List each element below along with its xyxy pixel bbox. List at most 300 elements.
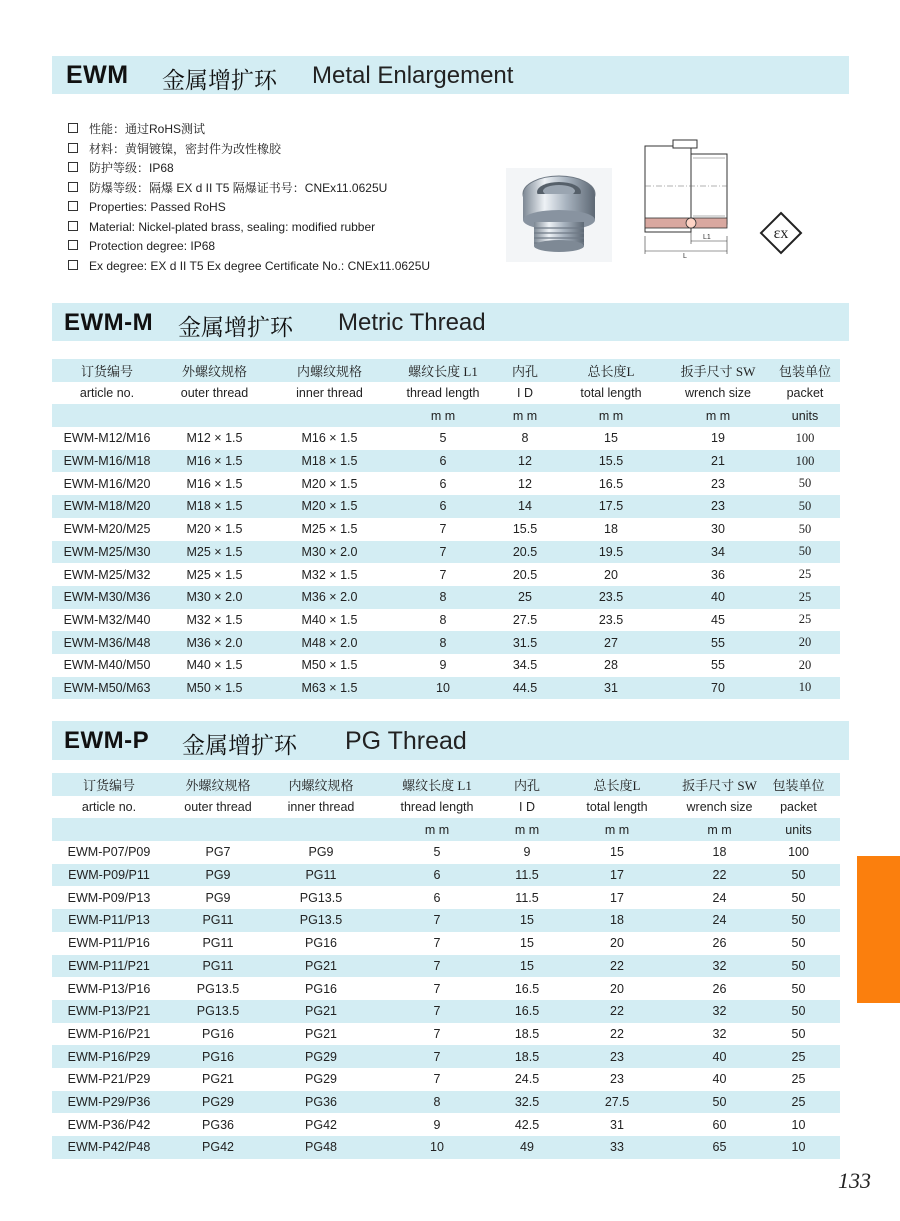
table-row (52, 1000, 840, 1023)
table-cell: 31 (556, 677, 666, 700)
table-row (52, 427, 840, 450)
section-header-ewm-p (52, 721, 849, 760)
header-row-cn (52, 773, 840, 796)
table-cell: 49 (502, 1136, 552, 1159)
section-title-en: PG Thread (345, 727, 467, 755)
table-cell: PG16 (305, 981, 337, 996)
table-cell: 28 (604, 658, 618, 673)
property-item: Material: Nickel-plated brass, sealing: modified rubber (68, 218, 430, 238)
table-row (52, 563, 840, 586)
table-cell: PG11 (166, 955, 270, 978)
table-cell: EWM-P42/P48 (52, 1136, 166, 1159)
pg-thread-table (52, 773, 840, 1159)
table-cell: 55 (711, 658, 725, 673)
header-cell: 内螺纹规格 (270, 773, 372, 796)
checkbox-icon (68, 240, 78, 250)
header-cell: m m (682, 818, 757, 841)
header-cell: 总长度L (556, 359, 666, 382)
table-cell: 24 (682, 909, 757, 932)
header-cell: m m (392, 404, 494, 427)
table-cell: 32 (682, 955, 757, 978)
table-cell: 33 (552, 1136, 682, 1159)
table-cell: 20 (798, 657, 812, 672)
table-cell: M36 × 2.0 (162, 631, 267, 654)
table-row (52, 932, 840, 955)
table-cell: 16.5 (598, 476, 624, 491)
table-cell: PG13.5 (166, 1000, 270, 1023)
table-cell: 8 (392, 586, 494, 609)
table-cell: 7 (372, 955, 502, 978)
table-cell: PG13.5 (270, 909, 372, 932)
table-cell: PG16 (166, 1045, 270, 1068)
table-cell: 7 (433, 981, 441, 996)
table-cell: 8 (521, 431, 529, 446)
section-code: EWM (66, 61, 129, 89)
table-cell: EWM-P21/P29 (67, 1072, 151, 1087)
table-row (52, 450, 840, 473)
table-cell: EWM-M50/M63 (52, 677, 162, 700)
header-cell: 包装单位 (757, 773, 840, 796)
table-cell: EWM-M12/M16 (63, 431, 151, 446)
header-cell: 螺纹长度 L1 (372, 773, 502, 796)
checkbox-icon (68, 143, 78, 153)
table-cell: 32.5 (502, 1091, 552, 1114)
ex-mark-text: εx (773, 225, 789, 242)
table-cell: PG11 (166, 909, 270, 932)
table-cell: 22 (552, 1000, 682, 1023)
table-row (52, 955, 840, 978)
header-cell (52, 404, 162, 427)
table-cell: M25 × 1.5 (301, 522, 358, 537)
table-cell: EWM-P29/P36 (52, 1091, 166, 1114)
table-cell: 6 (439, 476, 447, 491)
table-cell: PG29 (166, 1091, 270, 1114)
table-row (52, 864, 840, 887)
table-row (52, 1045, 840, 1068)
table-cell: 31 (610, 1117, 624, 1132)
section-title-en: Metal Enlargement (312, 62, 514, 89)
header-cell: units (770, 404, 840, 427)
table-row (52, 495, 840, 518)
checkbox-icon (68, 260, 78, 270)
table-cell: 32 (712, 1026, 727, 1041)
table-cell: 6 (392, 495, 494, 518)
header-cell: outer thread (184, 800, 252, 815)
table-cell: PG29 (270, 1045, 372, 1068)
table-cell: 10 (372, 1136, 502, 1159)
table-cell: 22 (610, 1026, 624, 1041)
table-cell: 15 (502, 955, 552, 978)
table-cell: 15 (604, 431, 618, 446)
table-cell: 10 (791, 1117, 806, 1132)
header-row-units (52, 404, 840, 427)
table-cell: 11.5 (502, 864, 552, 887)
table-cell: 18 (712, 845, 727, 860)
table-cell: EWM-P11/P13 (52, 909, 166, 932)
table-cell: 50 (791, 890, 806, 905)
table-cell: PG42 (305, 1117, 337, 1132)
header-row-cn (52, 359, 840, 382)
header-cell: inner thread (287, 800, 355, 815)
table-cell: 30 (711, 522, 725, 537)
table-cell: 50 (791, 936, 806, 951)
table-cell: M12 × 1.5 (186, 431, 243, 446)
table-cell: 40 (712, 1072, 727, 1087)
technical-drawing (635, 136, 765, 260)
table-cell: 34.5 (512, 658, 538, 673)
header-cell: m m (372, 818, 502, 841)
table-cell: 7 (433, 1026, 441, 1041)
table-cell: 25 (791, 1072, 806, 1087)
table-cell: 50 (682, 1091, 757, 1114)
table-cell: EWM-M16/M18 (52, 450, 162, 473)
header-cell (270, 818, 372, 841)
table-cell: M50 × 1.5 (162, 677, 267, 700)
table-cell: 32 (682, 1000, 757, 1023)
table-cell: PG36 (270, 1091, 372, 1114)
header-cell: I D (519, 800, 535, 815)
table-cell: M20 × 1.5 (186, 522, 243, 537)
table-cell: EWM-P16/P29 (52, 1045, 166, 1068)
table-cell: 50 (791, 981, 806, 996)
header-cell: wrench size (685, 386, 751, 401)
table-cell: 42.5 (514, 1117, 540, 1132)
table-row (52, 841, 840, 864)
table-cell: PG42 (166, 1136, 270, 1159)
header-cell: 内螺纹规格 (267, 359, 392, 382)
header-cell (267, 404, 392, 427)
header-cell: total length (586, 800, 648, 815)
table-cell: 7 (372, 1045, 502, 1068)
header-row-en (52, 796, 840, 819)
table-cell: 23 (552, 1045, 682, 1068)
table-cell: M16 × 1.5 (301, 431, 358, 446)
table-cell: EWM-P13/P21 (52, 1000, 166, 1023)
section-code: EWM-M (64, 309, 154, 336)
table-cell: 5 (439, 431, 447, 446)
table-cell: 24.5 (514, 1072, 540, 1087)
header-cell: 外螺纹规格 (166, 773, 270, 796)
table-cell: 55 (666, 631, 770, 654)
table-cell: EWM-M36/M48 (52, 631, 162, 654)
table-cell: 23.5 (598, 612, 624, 627)
table-cell: 9 (433, 1117, 441, 1132)
table-cell: 6 (372, 864, 502, 887)
table-cell: EWM-P13/P16 (67, 981, 151, 996)
property-item: 防爆等级：隔爆 EX d II T5 隔爆证书号：CNEx11.0625U (68, 179, 430, 199)
table-cell: PG9 (308, 845, 334, 860)
header-row-en (52, 382, 840, 405)
table-cell: M50 × 1.5 (301, 658, 358, 673)
table-cell: M25 × 1.5 (162, 541, 267, 564)
table-cell: 7 (439, 567, 447, 582)
table-cell: 23 (666, 495, 770, 518)
header-cell: 外螺纹规格 (162, 359, 267, 382)
table-cell: 18 (552, 909, 682, 932)
table-cell: M30 × 2.0 (162, 586, 267, 609)
table-cell: PG13.5 (196, 981, 240, 996)
table-cell: M16 × 1.5 (162, 450, 267, 473)
table-cell: EWM-P16/P21 (67, 1026, 151, 1041)
section-header-ewm (52, 56, 849, 94)
table-cell: 20.5 (494, 541, 556, 564)
property-item: 材料：黄铜镀镍，密封件为改性橡胶 (68, 140, 430, 160)
table-cell: 15 (520, 936, 534, 951)
table-cell: 40 (682, 1045, 757, 1068)
table-cell: 20 (604, 567, 618, 582)
table-cell: EWM-M20/M25 (63, 522, 151, 537)
table-cell: 7 (439, 522, 447, 537)
side-tab (857, 856, 900, 1003)
table-cell: 9 (439, 658, 447, 673)
header-cell: 内孔 (494, 359, 556, 382)
table-cell: EWM-M32/M40 (63, 612, 151, 627)
table-cell: EWM-M16/M20 (63, 476, 151, 491)
section-header-ewm-m (52, 303, 849, 341)
table-cell: 22 (552, 955, 682, 978)
table-cell: M40 × 1.5 (186, 658, 243, 673)
header-cell: 订货编号 (52, 359, 162, 382)
table-cell: M40 × 1.5 (301, 612, 358, 627)
table-cell: 40 (666, 586, 770, 609)
table-row (52, 518, 840, 541)
header-cell: thread length (400, 800, 474, 815)
table-cell: 45 (711, 612, 725, 627)
table-cell: 26 (712, 981, 727, 996)
header-cell: article no. (79, 386, 135, 401)
dimension-label-l: L (683, 253, 687, 260)
table-cell: 17.5 (556, 495, 666, 518)
header-cell: 螺纹长度 L1 (392, 359, 494, 382)
table-row (52, 472, 840, 495)
table-cell: EWM-M25/M30 (52, 541, 162, 564)
table-cell: M48 × 2.0 (267, 631, 392, 654)
table-cell: EWM-P11/P21 (52, 955, 166, 978)
header-cell: packet (780, 800, 817, 815)
table-row (52, 631, 840, 654)
table-cell: 9 (523, 845, 531, 860)
table-cell: 5 (433, 845, 441, 860)
table-cell: 18 (604, 522, 618, 537)
table-cell: 18.5 (514, 1026, 540, 1041)
table-cell: 10 (757, 1136, 840, 1159)
table-row (52, 886, 840, 909)
table-cell: 8 (372, 1091, 502, 1114)
table-cell: 7 (433, 936, 441, 951)
header-cell: units (757, 818, 840, 841)
table-cell: 12 (518, 476, 532, 491)
header-cell: 内孔 (502, 773, 552, 796)
table-cell: M25 × 1.5 (186, 567, 243, 582)
header-cell (162, 404, 267, 427)
header-cell: 扳手尺寸 SW (666, 359, 770, 382)
table-cell: 10 (770, 677, 840, 700)
property-item: Protection degree: IP68 (68, 237, 430, 257)
header-cell: m m (494, 404, 556, 427)
checkbox-icon (68, 201, 78, 211)
table-cell: PG9 (166, 864, 270, 887)
section-code: EWM-P (64, 727, 150, 754)
section-title-en: Metric Thread (338, 309, 486, 336)
table-cell: 19 (711, 431, 725, 446)
table-cell: 65 (682, 1136, 757, 1159)
header-cell: m m (556, 404, 666, 427)
table-cell: 15.5 (512, 522, 538, 537)
table-cell: 27.5 (552, 1091, 682, 1114)
table-cell: 12 (494, 450, 556, 473)
table-cell: 50 (757, 909, 840, 932)
table-cell: 11.5 (515, 890, 539, 905)
table-cell: 6 (392, 450, 494, 473)
table-row (52, 977, 840, 1000)
table-row (52, 654, 840, 677)
header-cell: article no. (81, 800, 137, 815)
table-cell: 20 (610, 936, 624, 951)
table-cell: M20 × 1.5 (267, 495, 392, 518)
header-cell: outer thread (180, 386, 249, 401)
table-cell: M63 × 1.5 (267, 677, 392, 700)
table-cell: 50 (770, 541, 840, 564)
header-cell: m m (502, 818, 552, 841)
table-cell: 15.5 (556, 450, 666, 473)
header-cell (166, 818, 270, 841)
table-row (52, 1023, 840, 1046)
table-cell: PG21 (305, 1026, 337, 1041)
table-row (52, 609, 840, 632)
header-cell: I D (517, 386, 533, 401)
table-cell: 16.5 (514, 981, 540, 996)
table-cell: 25 (770, 586, 840, 609)
section-title-cn: 金属增扩环 (182, 732, 297, 758)
header-cell: packet (786, 386, 824, 401)
table-row (52, 1091, 840, 1114)
table-cell: PG7 (205, 845, 231, 860)
table-cell: PG36 (202, 1117, 234, 1132)
product-photo (506, 168, 612, 262)
table-cell: PG16 (202, 1026, 234, 1041)
table-cell: PG29 (305, 1072, 337, 1087)
table-cell: M20 × 1.5 (301, 476, 358, 491)
table-cell: 15 (502, 909, 552, 932)
table-cell: M30 × 2.0 (267, 541, 392, 564)
table-cell: PG21 (202, 1072, 234, 1087)
table-cell: 14 (494, 495, 556, 518)
table-cell: M18 × 1.5 (162, 495, 267, 518)
property-item: Properties: Passed RoHS (68, 198, 430, 218)
table-cell: 34 (666, 541, 770, 564)
table-cell: M36 × 2.0 (267, 586, 392, 609)
table-cell: 10 (392, 677, 494, 700)
table-cell: 100 (770, 450, 840, 473)
table-cell: 7 (392, 541, 494, 564)
table-cell: 8 (439, 612, 447, 627)
table-cell: EWM-M30/M36 (52, 586, 162, 609)
header-cell: 订货编号 (52, 773, 166, 796)
table-cell: 21 (666, 450, 770, 473)
header-cell (52, 818, 166, 841)
property-item: Ex degree: EX d II T5 Ex degree Certificate No.: CNEx11.0625U (68, 257, 430, 277)
table-cell: 44.5 (494, 677, 556, 700)
table-row (52, 909, 840, 932)
table-cell: 25 (798, 567, 812, 582)
table-cell: EWM-P07/P09 (67, 845, 151, 860)
table-cell: PG11 (202, 936, 234, 951)
table-cell: EWM-M25/M32 (63, 567, 151, 582)
metric-thread-table (52, 359, 840, 699)
table-cell: 20 (610, 981, 624, 996)
table-cell: 50 (770, 495, 840, 518)
table-cell: 7 (372, 909, 502, 932)
table-cell: 70 (666, 677, 770, 700)
checkbox-icon (68, 221, 78, 231)
ex-hexagon-icon (757, 210, 805, 256)
section-title-cn: 金属增扩环 (162, 67, 277, 93)
property-item: 防护等级：IP68 (68, 159, 430, 179)
table-cell: 7 (372, 1000, 502, 1023)
table-cell: 25 (757, 1091, 840, 1114)
table-cell: 20 (770, 631, 840, 654)
properties-list (68, 120, 430, 276)
table-cell: 27.5 (512, 612, 538, 627)
header-cell: 包装单位 (770, 359, 840, 382)
header-cell: thread length (406, 386, 480, 401)
table-cell: 23 (610, 1072, 624, 1087)
table-cell: 25 (757, 1045, 840, 1068)
table-cell: 23 (711, 476, 725, 491)
table-cell: PG48 (270, 1136, 372, 1159)
checkbox-icon (68, 123, 78, 133)
header-cell: 总长度L (552, 773, 682, 796)
table-cell: 25 (494, 586, 556, 609)
table-row (52, 1136, 840, 1159)
table-cell: EWM-P09/P11 (52, 864, 166, 887)
page-number: 133 (838, 1168, 871, 1193)
table-cell: 26 (712, 936, 727, 951)
table-cell: 100 (795, 430, 815, 445)
table-row (52, 677, 840, 700)
table-cell: M32 × 1.5 (301, 567, 358, 582)
header-cell: inner thread (296, 386, 363, 401)
table-cell: 18.5 (502, 1045, 552, 1068)
table-cell: 17 (552, 864, 682, 887)
table-cell: 50 (791, 1026, 806, 1041)
header-cell: total length (580, 386, 642, 401)
table-cell: PG21 (270, 1000, 372, 1023)
header-cell: m m (666, 404, 770, 427)
table-row (52, 541, 840, 564)
table-cell: 31.5 (494, 631, 556, 654)
table-cell: EWM-P11/P16 (68, 936, 150, 951)
dimension-label-l1: L1 (703, 234, 711, 241)
table-cell: M32 × 1.5 (186, 612, 243, 627)
table-cell: PG16 (305, 936, 337, 951)
table-cell: 50 (757, 955, 840, 978)
table-cell: 15 (610, 845, 624, 860)
table-cell: EWM-M40/M50 (63, 658, 151, 673)
table-cell: 20.5 (512, 567, 538, 582)
table-cell: 7 (433, 1072, 441, 1087)
table-cell: 6 (433, 890, 441, 905)
table-cell: 23.5 (556, 586, 666, 609)
table-cell: 100 (788, 845, 809, 860)
table-cell: 16.5 (502, 1000, 552, 1023)
checkbox-icon (68, 182, 78, 192)
header-cell: m m (552, 818, 682, 841)
table-cell: 8 (392, 631, 494, 654)
table-cell: 60 (712, 1117, 727, 1132)
table-cell: EWM-M18/M20 (52, 495, 162, 518)
table-cell: 50 (757, 864, 840, 887)
